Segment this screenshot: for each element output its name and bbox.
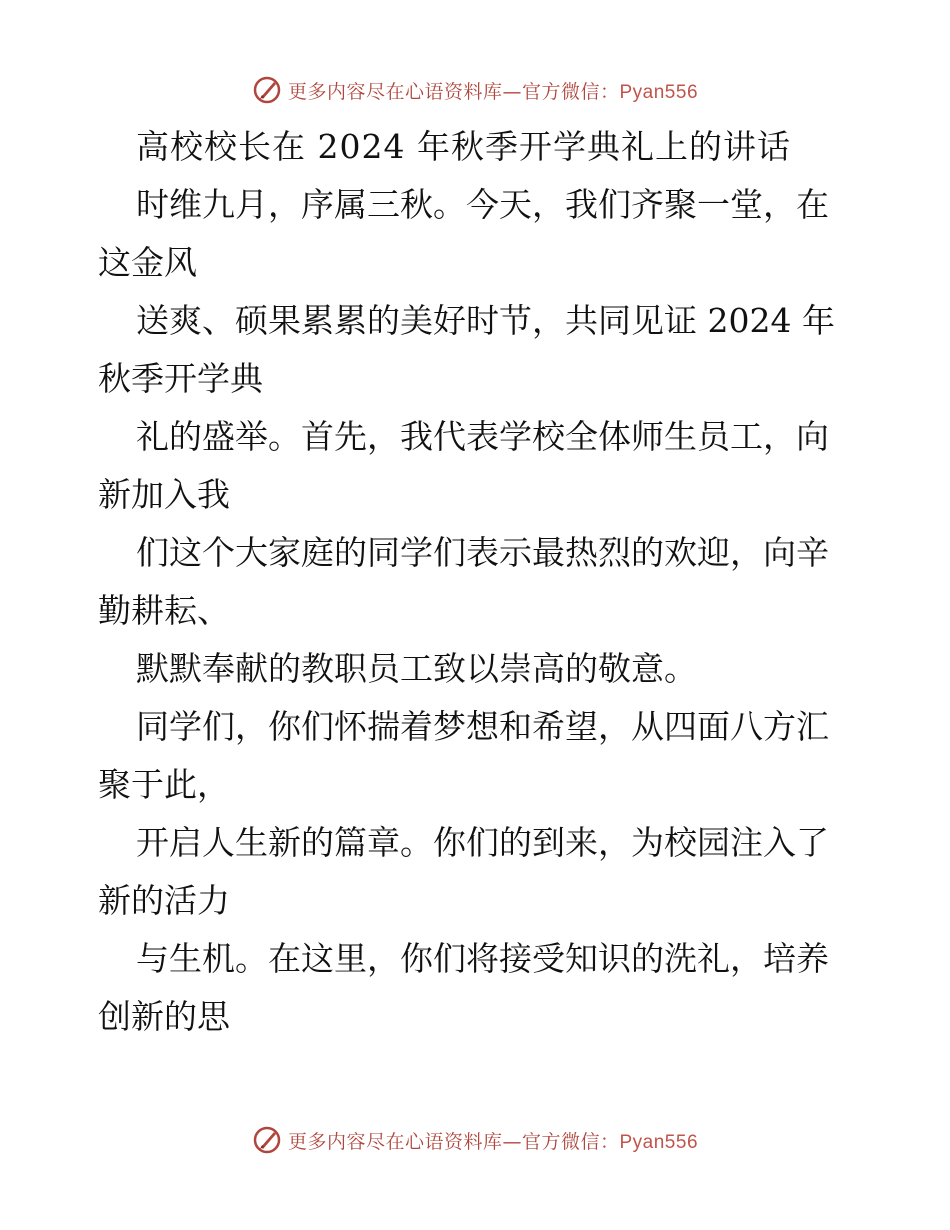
document-line: 秋季开学典 — [98, 359, 263, 398]
document-line: 新的活力 — [98, 881, 230, 920]
document-line: 开启人生新的篇章。你们的到来，为校园注入了 — [136, 823, 829, 862]
document-line: 时维九月，序属三秋。今天，我们齐聚一堂，在 — [136, 185, 829, 224]
quill-pen-logo-icon — [252, 75, 282, 105]
document-line: 新加入我 — [98, 475, 230, 514]
footer-wechat-id: Pyan556 — [619, 1131, 699, 1153]
document-line: 创新的思 — [98, 997, 230, 1036]
header-wechat-id: Pyan556 — [619, 81, 699, 103]
header-promo-text: 更多内容尽在心语资料库—官方微信： — [287, 80, 620, 103]
document-line: 礼的盛举。首先，我代表学校全体师生员工，向 — [136, 417, 829, 456]
document-title: 高校校长在 2024 年秋季开学典礼上的讲话 — [136, 127, 791, 166]
document-line: 聚于此， — [98, 765, 230, 804]
document-line: 们这个大家庭的同学们表示最热烈的欢迎，向辛 — [136, 533, 829, 572]
footer-banner-text — [288, 1127, 698, 1154]
document-line: 默默奉献的教职员工致以崇高的敬意。 — [136, 649, 697, 688]
document-line: 同学们，你们怀揣着梦想和希望，从四面八方汇 — [136, 707, 829, 746]
document-line: 勤耕耘、 — [98, 591, 230, 630]
document-body — [98, 118, 858, 1046]
footer-banner — [0, 1120, 950, 1160]
quill-pen-logo-icon — [252, 1125, 282, 1155]
footer-promo-text: 更多内容尽在心语资料库—官方微信： — [287, 1130, 620, 1153]
document-line: 与生机。在这里，你们将接受知识的洗礼，培养 — [136, 939, 829, 978]
header-banner-text — [288, 77, 698, 104]
document-line: 这金风 — [98, 243, 197, 282]
header-banner — [0, 70, 950, 110]
document-line: 送爽、硕果累累的美好时节，共同见证 2024 年 — [136, 301, 835, 340]
